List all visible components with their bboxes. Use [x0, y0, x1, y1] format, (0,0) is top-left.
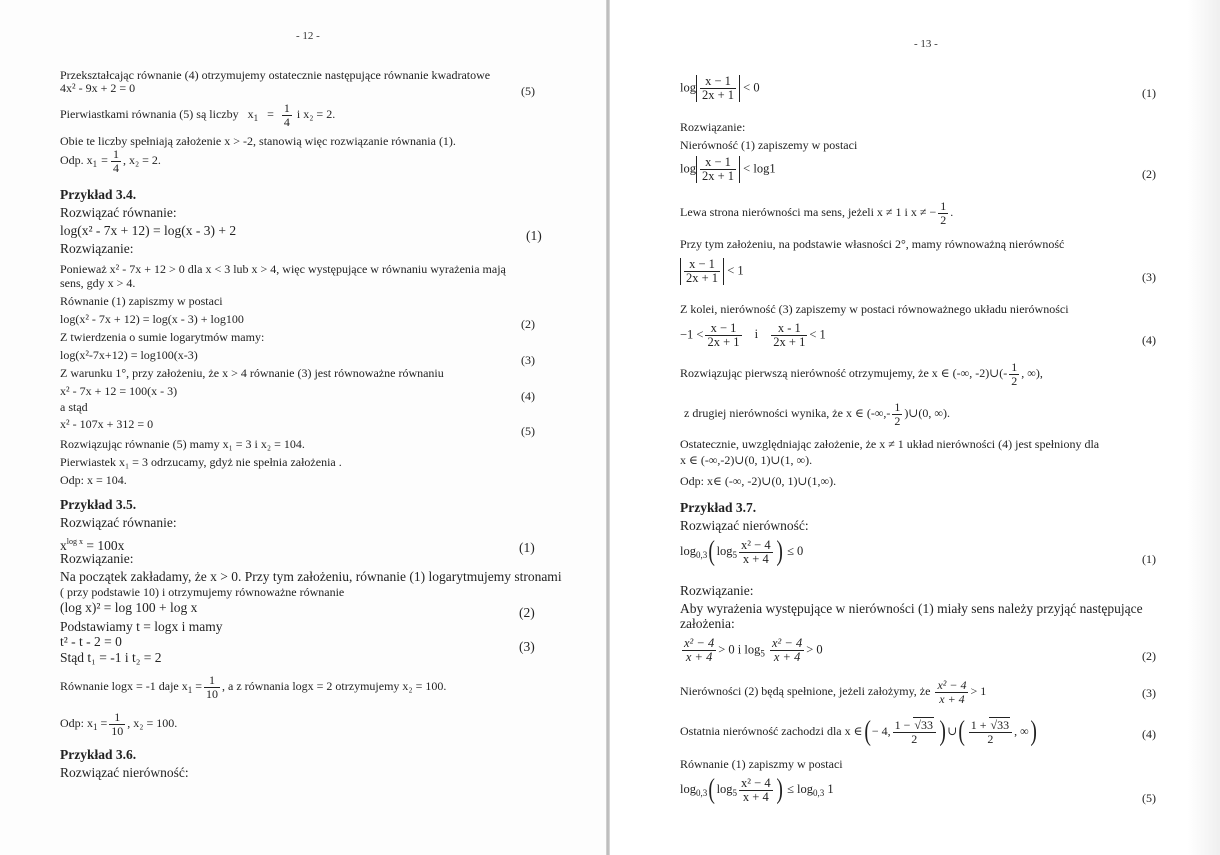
text-line: założenia: [680, 616, 735, 631]
text-line: Z kolei, nierówność (3) zapiszemy w postaci równoważnego układu nierówności [680, 302, 1069, 316]
text-line: Pierwiastek x₁ = 3 odrzucamy, gdyż nie spełnia założenia . [60, 455, 342, 469]
equation-tag: (1) [519, 540, 535, 555]
task-label: Rozwiązać równanie: [60, 515, 177, 530]
equation: log(x² - 7x + 12) = log(x - 3) + log100 [60, 312, 244, 326]
text-line: x ∈ (-∞,-2)∪(0, 1)∪(1, ∞). [680, 453, 813, 467]
equation-tag: (2) [519, 605, 535, 620]
page-number: - 12 - [296, 30, 320, 42]
text-line: Aby wyrażenia występujące w nierówności (1) miały sens należy przyjąć następujące [680, 601, 1143, 616]
text-line: ( przy podstawie 10) i otrzymujemy równoważne równanie [60, 585, 345, 599]
equation-tag: (4) [521, 389, 535, 403]
text-line: Nierówności (2) będą spełnione, jeżeli założymy, że $\frac{\text{x² − 4}}{x + 4}$ > 1 [680, 677, 987, 706]
text-line: Nierówność (1) zapiszemy w postaci [680, 138, 858, 152]
page-number: - 13 - [914, 38, 938, 50]
solution-label: Rozwiązanie: [680, 583, 754, 598]
text-line: Rozwiązując równanie (5) mamy x₁ = 3 i x₂ = 104. [60, 437, 305, 451]
example-title: Przykład 3.7. [680, 500, 757, 515]
solution-label: Rozwiązanie: [60, 551, 134, 566]
example-title: Przykład 3.6. [60, 747, 137, 762]
equation-tag: (1) [526, 228, 542, 243]
text-line: Pierwiastkami równania (5) są liczby $x_1$ = $\frac{1}{4}$ i x₂ = 2. [60, 100, 336, 129]
text-line: sens, gdy x > 4. [60, 276, 136, 290]
equation-tag: (1) [1142, 86, 1156, 100]
answer: Odp: $x_1$ = $\frac{1}{10}$ , x₂ = 100. [60, 709, 178, 738]
equation-tag: (2) [521, 317, 535, 331]
text-line: Równanie (1) zapiszmy w postaci [680, 757, 843, 771]
equation-tag: (4) [1142, 333, 1156, 347]
equation: log $\frac{x - 1}{2x + 1}$ < 0 [680, 74, 760, 102]
equation: $\frac{\text{x² − 4}}{x + 4}$ > 0 i $\log_5$ $\frac{\text{x² − 4}}{x + 4}$ > 0 [684, 636, 823, 664]
equation: x² - 107x + 312 = 0 [60, 417, 154, 431]
text-line: Przy tym założeniu, na podstawie własności 2°, mamy równoważną nierówność [680, 237, 1065, 251]
equation-tag: (2) [1142, 649, 1156, 663]
text-line: Z twierdzenia o sumie logarytmów mamy: [60, 330, 265, 344]
equation: $\frac{x - 1}{2x + 1}$ < 1 [680, 258, 744, 285]
equation-tag: (5) [1142, 791, 1156, 805]
equation: −1 < $\frac{x - 1}{2x + 1}$ i $\frac{x - 1}{2x + 1}$ < 1 [680, 321, 826, 349]
text-line: a stąd [60, 400, 88, 414]
example-title: Przykład 3.5. [60, 497, 137, 512]
text-line: Obie te liczby spełniają założenie x > -2, stanowią więc rozwiązanie równania (1). [60, 134, 456, 148]
scan-edge-shadow [1188, 0, 1220, 855]
equation-tag: (3) [521, 353, 535, 367]
text-line: z drugiej nierówności wynika, że x ∈ (-∞,- $\frac{1}{2}$ )∪(0, ∞). [684, 399, 950, 428]
equation-tag: (3) [519, 639, 535, 654]
equation: log(x²-7x+12) = log100(x-3) [60, 348, 198, 362]
equation: $x^{log x} = 100x$ [60, 537, 125, 553]
text-line: Ostatnia nierówność zachodzi dla x ∈(− 4, $\frac{1 - √33}{2}$ )∪( $\frac{1 + √33}{2}$ , ∞) [680, 716, 1037, 748]
text-line: Stąd t₁ = -1 i t₂ = 2 [60, 650, 162, 665]
equation: $\log_{0,3}(\log_5$ $\frac{\text{x² − 4}}{x + 4}$ ) ≤ $\log_{0,3} 1$ [680, 774, 834, 805]
text-line: Ostatecznie, uwzględniając założenie, że x ≠ 1 układ nierówności (4) jest spełniony dla [680, 437, 1100, 451]
example-title: Przykład 3.4. [60, 187, 137, 202]
equation-tag: (5) [521, 84, 535, 98]
equation-tag: (4) [1142, 727, 1156, 741]
equation-tag: (2) [1142, 167, 1156, 181]
right-page [610, 0, 1220, 855]
task-label: Rozwiązać nierówność: [60, 765, 189, 780]
equation-tag: (3) [1142, 270, 1156, 284]
task-label: Rozwiązać nierówność: [680, 518, 809, 533]
text-line: Na początek zakładamy, że x > 0. Przy tym założeniu, równanie (1) logarytmujemy stronami [60, 569, 562, 584]
answer: Odp. $x_1$ = $\frac{1}{4}$ , x₂ = 2. [60, 146, 161, 175]
equation-tag: (1) [1142, 552, 1156, 566]
solution-label: Rozwiązanie: [60, 241, 134, 256]
left-page [0, 0, 608, 855]
text-line: Ponieważ x² - 7x + 12 > 0 dla x < 3 lub x > 4, więc występujące w równaniu wyrażenia mają [60, 262, 506, 276]
text-line: Podstawiamy t = logx i mamy [60, 619, 223, 634]
text-line: Z warunku 1°, przy założeniu, że x > 4 równanie (3) jest równoważne równaniu [60, 366, 444, 380]
answer: Odp: x∈ (-∞, -2)∪(0, 1)∪(1,∞). [680, 474, 837, 488]
text-line: Równanie (1) zapiszmy w postaci [60, 294, 223, 308]
equation: t² - t - 2 = 0 [60, 634, 122, 649]
equation-tag: (5) [521, 424, 535, 438]
equation: (log x)² = log 100 + log x [60, 600, 198, 615]
text-line: Równanie logx = -1 daje $x_1$ = $\frac{1}{10}$ , a z równania logx = 2 otrzymujemy x₂ = 100. [60, 672, 447, 701]
equation: x² - 7x + 12 = 100(x - 3) [60, 384, 178, 398]
equation: $\log_{0,3}(\log_5$ $\frac{\text{x² − 4}}{x + 4}$ ) ≤ 0 [680, 536, 804, 567]
equation: log(x² - 7x + 12) = log(x - 3) + 2 [60, 223, 237, 238]
task-label: Rozwiązać równanie: [60, 205, 177, 220]
text-line: Przekształcając równanie (4) otrzymujemy ostatecznie następujące równanie kwadratowe [60, 68, 491, 82]
solution-label: Rozwiązanie: [680, 120, 746, 134]
equation: 4x² - 9x + 2 = 0 [60, 81, 136, 95]
text-line: Rozwiązując pierwszą nierówność otrzymujemy, że x ∈ (-∞, -2)∪(- $\frac{1}{2}$ , ∞), [680, 359, 1043, 388]
equation: log $\frac{x - 1}{2x + 1}$ < log1 [680, 155, 776, 183]
equation-tag: (3) [1142, 686, 1156, 700]
text-line: Lewa strona nierówności ma sens, jeżeli x ≠ 1 i x ≠ − $\frac{1}{2}$ . [680, 198, 954, 227]
answer: Odp: x = 104. [60, 473, 127, 487]
